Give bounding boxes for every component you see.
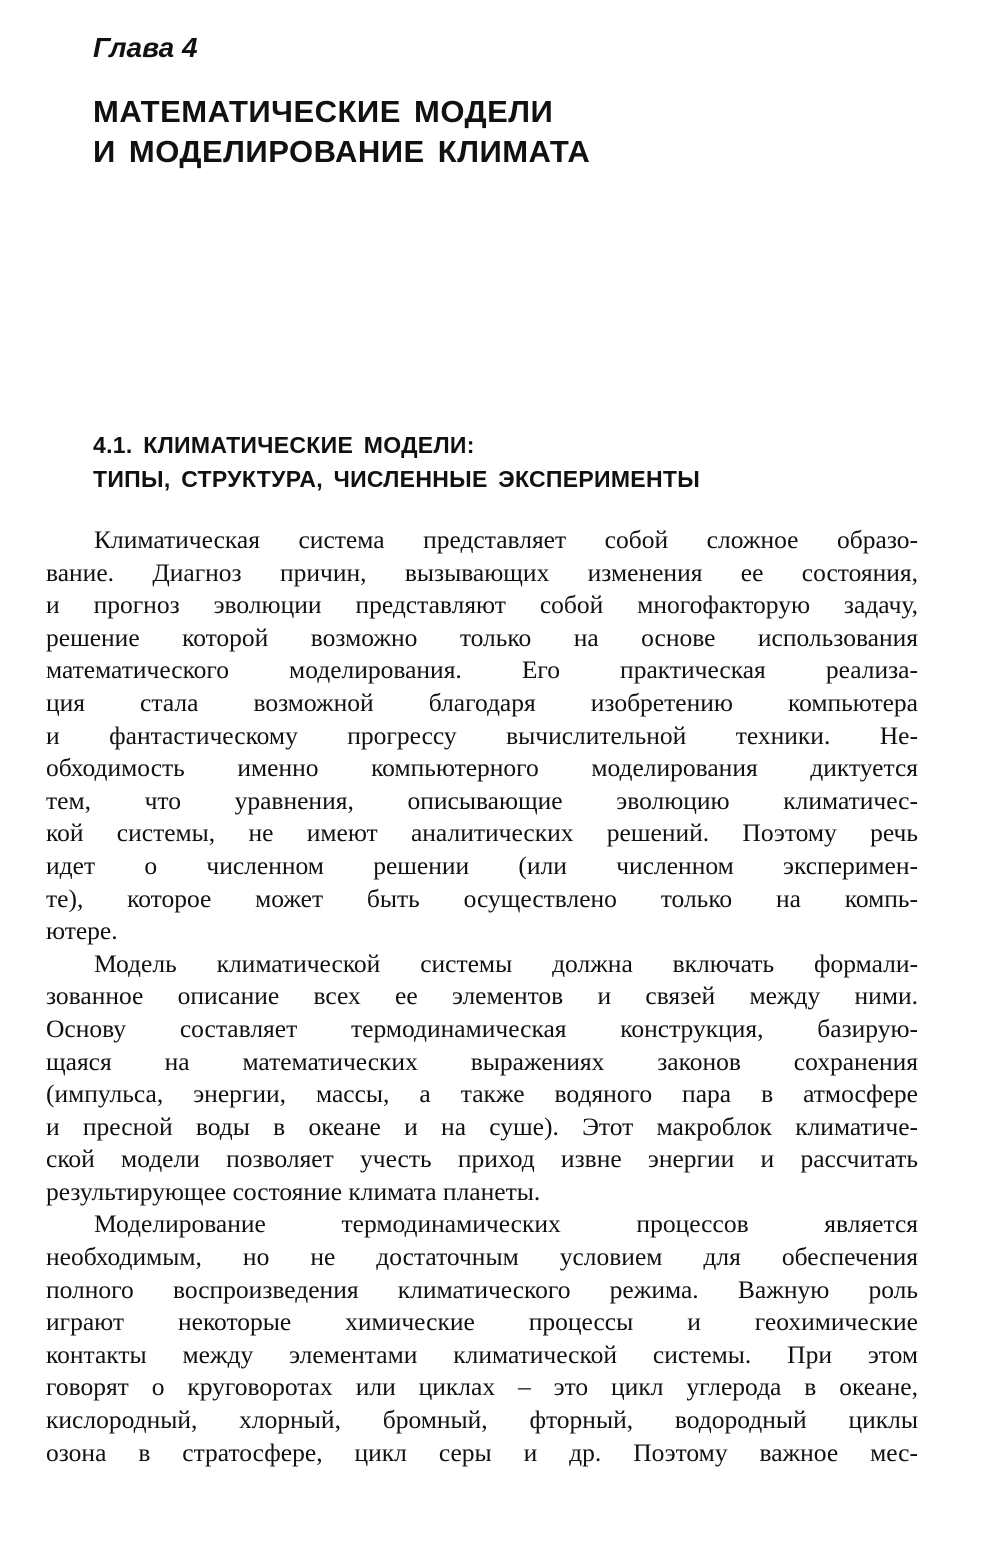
paragraph-2 [46, 948, 918, 1209]
text-line: ютере. [46, 916, 118, 946]
paragraph-3 [46, 1208, 918, 1469]
text-line: вание. Диагноз причин, вызывающих изменения ее состояния, [46, 557, 918, 587]
text-line: математического моделирования. Его практическая реализа- [46, 655, 918, 685]
text-line: и прогноз эволюции представляют собой многофакторую задачу, [46, 590, 918, 620]
chapter-title [93, 92, 590, 172]
body-text [46, 524, 918, 1469]
chapter-title-line: И МОДЕЛИРОВАНИЕ КЛИМАТА [93, 134, 591, 169]
chapter-label: Глава 4 [93, 32, 198, 63]
paragraph-1 [46, 524, 918, 948]
chapter-title-line: МАТЕМАТИЧЕСКИЕ МОДЕЛИ [93, 94, 554, 129]
text-line: Климатическая система представляет собой сложное образо- [94, 525, 918, 554]
text-line: тем, что уравнения, описывающие эволюцию климатичес- [46, 785, 918, 815]
text-line: контакты между элементами климатической системы. При этом [46, 1339, 918, 1369]
text-line: необходимым, но не достаточным условием для обеспечения [46, 1242, 918, 1272]
text-line: полного воспроизведения климатического режима. Важную роль [46, 1274, 918, 1304]
text-line: говорят о круговоротах или циклах – это цикл углерода в океане, [46, 1372, 918, 1402]
text-line: зованное описание всех ее элементов и связей между ними. [46, 981, 918, 1011]
text-line: (импульса, энергии, массы, а также водяного пара в атмосфере [46, 1079, 918, 1109]
text-line: решение которой возможно только на основе использования [46, 622, 918, 652]
text-line: Основу составляет термодинамическая конструкция, базирую- [46, 1013, 918, 1043]
text-line: обходимость именно компьютерного моделирования диктуется [46, 753, 918, 783]
text-line: кой системы, не имеют аналитических решений. Поэтому речь [46, 818, 918, 848]
text-line: ция стала возможной благодаря изобретению компьютера [46, 687, 918, 717]
text-line: щаяся на математических выражениях законов сохранения [46, 1046, 918, 1076]
text-line: Модель климатической системы должна включать формали- [94, 948, 918, 978]
text-line: кислородный, хлорный, бромный, фторный, водородный циклы [46, 1405, 918, 1435]
text-line: те), которое может быть осуществлено только на компь- [46, 883, 918, 913]
section-heading [93, 428, 700, 496]
text-line: Моделирование термодинамических процессов является [94, 1209, 918, 1239]
text-line: и пресной воды в океане и на суше). Этот макроблок климатиче- [46, 1111, 918, 1141]
section-heading-line: ТИПЫ, СТРУКТУРА, ЧИСЛЕННЫЕ ЭКСПЕРИМЕНТЫ [93, 466, 701, 492]
text-line: ской модели позволяет учесть приход извне энергии и рассчитать [46, 1144, 918, 1174]
section-heading-line: 4.1. КЛИМАТИЧЕСКИЕ МОДЕЛИ: [93, 432, 475, 458]
text-line: играют некоторые химические процессы и геохимические [46, 1307, 918, 1337]
text-line: озона в стратосфере, цикл серы и др. Поэтому важное мес- [46, 1437, 918, 1467]
text-line: и фантастическому прогрессу вычислительной техники. Не- [46, 720, 918, 750]
text-line: результирующее состояние климата планеты. [46, 1176, 541, 1206]
text-line: идет о численном решении (или численном эксперимен- [46, 850, 918, 880]
